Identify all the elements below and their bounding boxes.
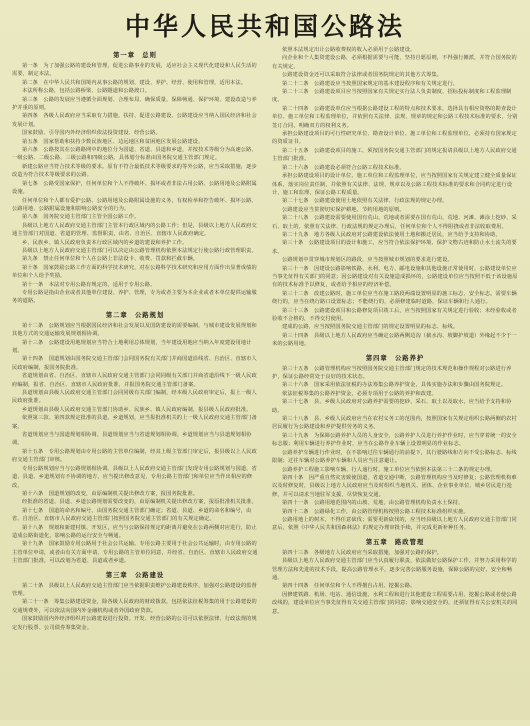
article-paragraph: 第三十六条 国家采用依法征税的办法筹集公路养护资金，具体实施办法和步骤由国务院规定。 <box>282 382 507 389</box>
chapter-heading: 第四章 公路养护 <box>365 354 425 362</box>
article-paragraph: 第三十五条 公路管理机构应当按照国务院交通主管部门规定的技术规范和操作规程对公路进行养护，保证公路经常处于良好的技术状态。 <box>272 365 512 381</box>
article-paragraph: 第十六条 国道规划的改变，由原编制机关提出修改方案，报国务院批准。 <box>22 490 199 497</box>
chapter-heading: 第一章 总则 <box>113 52 157 59</box>
article-paragraph: 承担公路建设项目的设计单位、施工单位和工程监理单位，应当按照国家有关规定建立健全质量保证体系，落实岗位责任制，并依照有关法律、法规、规章以及公路工程技术标准的要求和合同约定进行设计、施工和监理，保证公路工程质量。 <box>272 173 517 196</box>
article-paragraph: 第二十七条 公路建设使用土地依照有关法律、行政法规的规定办理。 <box>282 198 448 205</box>
article-paragraph: 新建公路应当符合技术等级的要求。原有不符合最低技术等级要求的等外公路，应当采取措施，逐步改造为符合技术等级要求的公路。 <box>12 163 257 179</box>
article-paragraph: 第二十四条 公路建设单位应当根据公路建设工程的特点和技术要求，选择具有相应资格的勘查设计单位、施工单位和工程监理单位，并依照有关法律、法规、规章的规定和公路工程技术标准的要求，分别签订合同，明确双方的权利义务。 <box>272 105 518 129</box>
article-paragraph: 第二十条 县级以上人民政府交通主管部门应当依据职责维护公路建设秩序，加强对公路建设的监督管理。 <box>12 582 257 597</box>
article-paragraph: 县级以上地方人民政府交通主管部门应当认真履行职责，依法做好公路保护工作，并努力采用科学的管理方法和先进的技术手段，提高公路管理水平，逐步完善公路服务设施，保障公路的完好、安全和畅通。 <box>272 558 517 581</box>
article-paragraph: 公路养护车辆进行作业时，在不影响过往车辆通行的前提下，其行驶路线和方向不受公路标志、标线限制；过往车辆对公路养护车辆和人员应当注意避让。 <box>272 449 517 465</box>
text-columns <box>12 46 518 726</box>
article-paragraph: 第七条 公路受国家保护，任何单位和个人不得破坏、损坏或者非法占用公路、公路用地及公路附属设施。 <box>12 180 257 196</box>
article-paragraph: 第十二条 公路规划应当根据国民经济和社会发展以及国防建设的需要编制，与城市建设发展规划和其他方式的交通运输发展规划相协调。 <box>12 322 257 338</box>
article-paragraph: 国家鼓励、引导国内外经济组织依法投资建设、经营公路。 <box>22 130 161 137</box>
article-paragraph: 第二十一条 筹集公路建设资金，除各级人民政府的财政拨款，包括依法征税筹集的用于公路建设的交通规费外，可以依法向国内外金融机构或者外国政府贷款。 <box>12 599 257 614</box>
left-column <box>12 46 258 726</box>
article-paragraph: 第二十六条 公路建设必须符合公路工程技术标准。 <box>282 164 405 171</box>
article-paragraph: 第三十八条 县、乡级人民政府应当在农村义务工的范围内，按照国家有关规定组织公路两侧的农村居民履行为公路建设和养护提供劳务的义务。 <box>272 416 517 431</box>
article-paragraph: 第二条 在中华人民共和国境内从事公路的规划、建设、养护、经营、使用和管理，适用本法。 <box>22 79 247 86</box>
article-paragraph: 第五条 国家帮助和扶持少数民族地区、边远地区和贫困地区发展公路建设。 <box>22 138 204 145</box>
article-paragraph: 依法征税筹集的公路养护资金，必须专项用于公路的养护和改建。 <box>282 390 437 397</box>
article-paragraph: 第十条 国家鼓励公路工作方面的科学技术研究，对在公路科学技术研究和应用方面作出显著成绩的单位和个人给予奖励。 <box>12 264 257 280</box>
article-paragraph: 第十三条 公路建设用地规划应当符合土地利用总体规划，当年建设用地应当纳入年度建设用地计划。 <box>12 339 252 354</box>
article-paragraph: 公路规划中贯穿城市规划区的路段，应当按照城市规划的要求进行建设。 <box>282 257 453 264</box>
article-paragraph: 第三十七条 县、乡级人民政府对公路养护需要的挖砂、采石、取土以及取水，应当给予支持和协助。 <box>272 399 512 414</box>
article-paragraph: 第四十三条 各级地方人民政府应当采取措施，加强对公路的保护。 <box>282 549 443 556</box>
right-column <box>272 46 518 726</box>
article-paragraph: 公路建设资金还可以采取符合法律或者国务院规定的其他方式筹集。 <box>282 72 443 79</box>
article-paragraph: 县级以上地方人民政府交通主管部门可以决定由公路管理机构依照本法规定行使公路行政管理职责。 <box>22 247 257 254</box>
article-paragraph: 第一条 为了加强公路的建设和管理，促进公路事业的发展，适应社会主义现代化建设和人民生活的需要，制定本法。 <box>12 63 257 78</box>
article-paragraph: 第十五条 专用公路规划由专用公路的主管单位编制，经其上级主管部门审定后，报县级以上人民政府交通主管部门审核。 <box>12 448 257 464</box>
article-paragraph: 第二十三条 公路建设项目应当按照国家有关规定实行法人负责制度、招标投标制度和工程监理制度。 <box>272 89 512 104</box>
article-paragraph: 第二十五条 公路建设项目的施工，须按国务院交通主管部门的规定报请县级以上地方人民政府交通主管部门批准。 <box>272 147 517 163</box>
article-paragraph: 第四十四条 任何单位和个人不得擅自占用、挖掘公路。 <box>282 583 416 590</box>
article-paragraph: 第三十九条 为保障公路养护人员的人身安全，公路养护人员进行养护作业时，应当穿着统一的安全标志服；利用车辆进行养护作业时，应当在公路作业车辆上设置明显的作业标志。 <box>272 432 517 448</box>
article-paragraph: 专用公路是指由企业或者其他单位建设、养护、管理，专为或者主要为本企业或者本单位提供运输服务的道路。 <box>12 289 257 305</box>
article-paragraph: 第三十二条 改建公路时，施工单位应当在施工路段两端设置明显的施工标志、安全标志。需要车辆绕行的，应当在绕行路口设置标志；不能绕行的，必须修建临时道路，保证车辆和行人通行。 <box>272 290 517 306</box>
article-paragraph: 第十一条 本法对专用公路有规定的，适用于专用公路。 <box>22 281 156 288</box>
article-paragraph: 乡、民族乡、镇人民政府负责本行政区域内的乡道的建设和养护工作。 <box>22 239 188 246</box>
article-paragraph: 第二十八条 公路建设需要使用国有荒山、荒地或者需要在国有荒山、荒地、河滩、滩涂上挖砂、采石、取土的，依照有关法律、行政法规的规定办理后，任何单位和个人不得阻挠或者非法收取费用。 <box>272 215 517 230</box>
chapter-heading: 第三章 公路建设 <box>105 571 165 579</box>
article-paragraph: 第三十一条 因建设公路影响铁路、水利、电力、邮电设施和其他设施正常使用时，公路建设单位应当事先征得有关部门的同意；因公路建设对有关设施造成损坏的，公路建设单位应当按照不低于该设施原有的技术标准予以修复，或者给予相应的经济补偿。 <box>272 265 518 289</box>
article-paragraph: 第三十三条 公路建设项目和公路修复项目竣工后，应当按照国家有关规定进行验收；未经验收或者验收不合格的，不得交付使用。 <box>272 307 517 322</box>
article-paragraph: 公路用地上的树木，不得任意砍伐；需要更新砍伐的，应当经县级以上地方人民政府交通主管部门同意后，依照《中华人民共和国森林法》的规定办理审批手续，并完成更新补种任务。 <box>272 516 517 532</box>
article-paragraph: 第六条 公路按其在公路路网中的地位分为国道、省道、县道和乡道，并按技术等级分为高速公路、一级公路、二级公路、三级公路和四级公路。具体划分标准由国务院交通主管部门规定。 <box>12 147 257 162</box>
article-paragraph: 本法所称公路，包括公路桥梁、公路隧道和公路渡口。 <box>22 88 151 95</box>
article-paragraph: 经批准的省道、县道、乡道公路规划需要改变的，由原编制机关提出修改方案，报原批准机关批准。 <box>22 499 257 506</box>
article-paragraph: 第十四条 国道规划由国务院交通主管部门会同国务院有关部门并商国道沿线省、自治区、直辖市人民政府编制，报国务院批准。 <box>12 356 257 371</box>
article-paragraph: 第三条 公路的发展应当遵循全面规划、合理布局、确保质量、保障畅通、保护环境、建设改造与养护并重的原则。 <box>12 96 257 112</box>
chapter-heading: 第二章 公路规划 <box>105 311 165 319</box>
article-paragraph: 任何单位和个人都有爱护公路、公路用地及公路附属设施的义务，有权检举和控告破坏、损坏公路、公路用地、公路附属设施和影响公路安全的行为。 <box>12 197 257 212</box>
page-title: 中华人民共和国公路法 <box>124 12 405 41</box>
article-paragraph: 第三十四条 县级以上地方人民政府应当确定公路两侧边沟（截水沟、坡脚护坡道）外缘起不少于一米的公路用地。 <box>272 332 517 348</box>
article-paragraph: 公路养护工程施工影响车辆、行人通行时，施工单位应当依照本法第三十二条的规定办理。 <box>282 466 496 473</box>
article-paragraph: 县级以上地方人民政府交通主管部门主管本行政区域内的公路工作；但是，县级以上地方人民政府交通主管部门对国道、省道的管理、监督职责，由省、自治区、直辖市人民政府确定。 <box>12 222 257 238</box>
article-paragraph: 第四十二条 公路绿化工作，由公路管理机构按照公路工程技术标准组织实施。 <box>282 508 469 515</box>
article-paragraph: 因修建铁路、机场、电站、通信设施、水利工程和进行其他建设工程需要占用、挖掘公路或者使公路改线的，建设单位应当事先征得有关交通主管部门的同意；影响交通安全的，还须征得有关公安机关的同意。 <box>272 591 518 615</box>
article-paragraph: 省道规划应当与国道规划相协调。县道规划应当与省道规划相协调。乡道规划应当与县道规划相协调。 <box>12 432 252 447</box>
article-paragraph: 第十八条 规划和新建村镇、开发区，应当与公路保持规定的距离并避免在公路两侧对应进行，防止造成公路街道化，影响公路的运行安全与畅通。 <box>12 524 257 539</box>
article-paragraph: 建成的公路，应当按照国务院交通主管部门的规定设置明显的标志、标线。 <box>282 324 459 331</box>
article-paragraph: 第四十一条 公路用地范围内的山坡、荒地，由公路管理机构负责水土保持。 <box>282 500 464 507</box>
article-paragraph: 第十九条 国家鼓励专用公路用于社会公共运输。专用公路主要用于社会公共运输时，由专用公路的主管单位申请，或者由有关方面申请，专用公路的主管单位同意，并经省、自治区、直辖市人民政府交通主管部门批准，可以改划为省道、县道或者乡道。 <box>12 541 258 565</box>
article-paragraph: 第三十条 公路建设项目的设计和施工，应当符合依法保护环境、保护文物古迹和防止水土流失的要求。 <box>272 240 517 255</box>
article-paragraph: 第九条 禁止任何单位和个人在公路上非法设卡、收费、罚款和拦截车辆。 <box>22 256 199 263</box>
article-paragraph: 省道规划由省、自治区、直辖市人民政府交通主管部门会同同级有关部门并商省道沿线下一级人民政府编制，报省、自治区、直辖市人民政府批准，并报国务院交通主管部门备案。 <box>12 373 257 388</box>
article-paragraph: 国家鼓励国内外经济组织对公路建设进行投资。开发、经营公路的公司可以依照法律、行政法规的规定发行股票、公司债券筹集资金。 <box>12 616 257 631</box>
article-paragraph: 第二十九条 地方各级人民政府对公路建设依法使用土地和搬迁居民，应当给予支持和协助。 <box>282 231 501 238</box>
article-paragraph: 第二十二条 公路建设应当按照国家规定的基本建设程序和有关规定进行。 <box>282 80 459 87</box>
chapter-heading: 第五章 路政管理 <box>365 538 425 546</box>
article-paragraph: 第十七条 国道的命名和编号，由国务院交通主管部门确定；省道、县道、乡道的命名和编号，由省、自治区、直辖市人民政府交通主管部门按照国务院交通主管部门的有关规定确定。 <box>12 507 252 523</box>
article-paragraph: 县道规划由县级人民政府交通主管部门会同同级有关部门编制，经本级人民政府审定后，报上一级人民政府批准。 <box>12 390 257 405</box>
article-paragraph: 承担公路建设项目的可行性研究单位、勘查设计单位、施工单位和工程监理单位，必须持有国家规定的资质证书。 <box>272 131 517 146</box>
article-paragraph: 第四条 各级人民政府应当采取有力措施，扶持、促进公路建设。公路建设应当纳入国民经济和社会发展计划。 <box>12 113 257 128</box>
article-paragraph: 向企业和个人集资建设公路，必须根据需要与可能，坚持自愿原则，不得强行摊派，并符合国务院的有关规定。 <box>272 55 517 70</box>
article-paragraph: 依照第三款、第四款规定批准的县道、乡道规划，应当报批准机关的上一级人民政府交通主管部门备案。 <box>12 415 257 430</box>
article-paragraph: 乡道规划由县级人民政府交通主管部门协助乡、民族乡、镇人民政府编制，报县级人民政府批准。 <box>22 406 252 413</box>
article-paragraph: 专用公路规划应当与公路规划相协调。县级以上人民政府交通主管部门发现专用公路规划与国道、省道、县道、乡道规划有不协调的地方，应当提出修改意见，专用公路主管部门和单位应当作出相应的修改。 <box>12 465 257 489</box>
article-paragraph: 公路建设应当贯彻切实保护耕地、节约用地的原则。 <box>282 206 405 213</box>
article-paragraph: 依照本法规定出让公路收费权的收入必须用于公路建设。 <box>282 47 416 53</box>
article-paragraph: 第八条 国务院交通主管部门主管全国公路工作。 <box>22 214 140 221</box>
article-paragraph: 第四十条 因严重自然灾害致使国道、省道交通中断，公路管理机构应当及时修复；公路管理机构难以及时修复时，县级以上地方人民政府应当及时组织当地机关、团体、企业事业单位、城乡居民进行抢修，并可以请求当地驻军支援，尽快恢复交通。 <box>272 474 517 498</box>
